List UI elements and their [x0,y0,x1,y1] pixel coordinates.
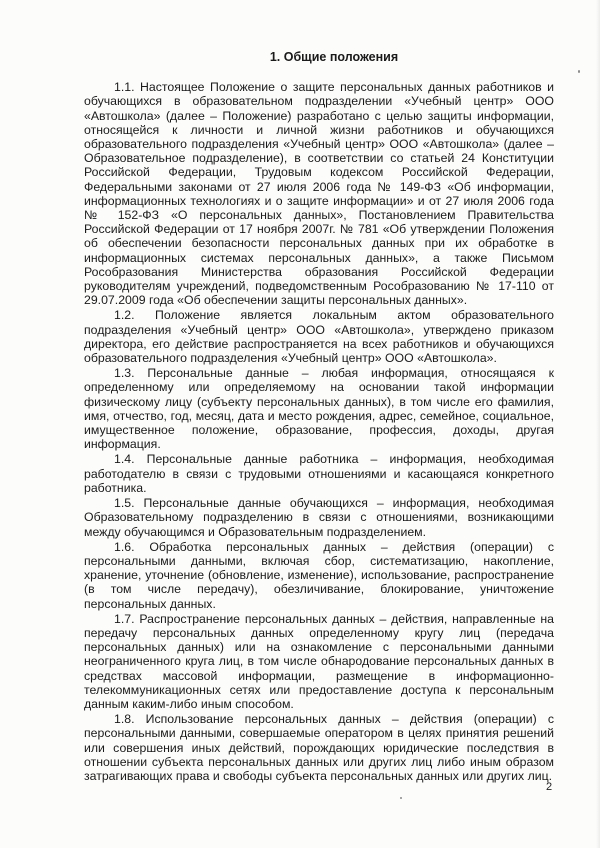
scan-speck [400,797,402,799]
paragraph-1-7: 1.7. Распространение персональных данных – действия, направленные на передачу персональных данных определенному кругу лиц (передача персональных данных) или на ознакомление с персональными данными неограниченного круга лиц, в том числе обнародование персональных данных в средствах массовой информации, размещение в информационно-телекоммуникационных сетях или предоставление доступа к персональным данным каким-либо иным способом. [84,611,554,711]
paragraph-1-5: 1.5. Персональные данные обучающихся – информация, необходимая Образовательному подразделению в связи с отношениями, возникающими между обучающимся и Образовательным подразделением. [84,496,554,539]
section-heading: 1. Общие положения [269,50,399,64]
page-number: 2 [546,781,553,793]
document-body [84,50,554,784]
paragraph-1-8: 1.8. Использование персональных данных – действия (операции) с персональными данными, совершаемые оператором в целях принятия решений или совершения иных действий, порождающих юридические последствия в отношении субъекта персональных данных или других лиц либо иным образом затрагивающих права и свободы субъекта персональных данных или других лиц. [84,712,554,783]
scan-edge-shadow [596,0,600,848]
paragraph-1-2: 1.2. Положение является локальным актом образовательного подразделения «Учебный центр» ООО «Автошкола», утверждено приказом директора, его действие распространяется на всех работников и обучающихся образовательного подразделения «Учебный центр» ООО «Автошкола». [84,308,554,366]
paragraph-1-4: 1.4. Персональные данные работника – информация, необходимая работодателю в связи с трудовыми отношениями и касающаяся конкретного работника. [84,452,554,495]
scan-speck [578,70,580,73]
paragraph-1-6: 1.6. Обработка персональных данных – действия (операции) с персональными данными, включая сбор, систематизацию, накопление, хранение, уточнение (обновление, изменение), использование, распространение (в том числе передачу), обезличивание, блокирование, уничтожение персональных данных. [84,539,554,611]
paragraph-1-3: 1.3. Персональные данные – любая информация, относящаяся к определенному или определяемому на основании такой информации физическому лицу (субъекту персональных данных), в том числе его фамилия, имя, отчество, год, месяц, дата и место рождения, адрес, семейное, социальное, имущественное положение, образование, профессия, доходы, другая информация. [84,366,554,452]
paragraph-1-1: 1.1. Настоящее Положение о защите персональных данных работников и обучающихся в образовательном подразделении «Учебный центр» ООО «Автошкола» (далее – Положение) разработано с целью защиты информации, относящейся к личности и личной жизни работников и обучающихся образовательного подразделения «Учебный центр» ООО «Автошкола» (далее – Образовательное подразделение), в соответствии со статьей 24 Конституции Российской Федерации, Трудовым кодексом Российской Федерации, Федеральными законами от 27 июля 2006 года № 149-ФЗ «Об информации, информационных технологиях и о защите информации» и от 27 июля 2006 года № 152-ФЗ «О персональных данных», Постановлением Правительства Российской Федерации от 17 ноября 2007г. № 781 «Об утверждении Положения об обеспечении безопасности персональных данных при их обработке в информационных системах персональных данных», а также Письмом Рособразования Министерства образования Российской Федерации руководителям учреждений, подведомственным Рособразованию № 17-110 от 29.07.2009 года «Об обеспечении защиты персональных данных». [84,80,554,308]
